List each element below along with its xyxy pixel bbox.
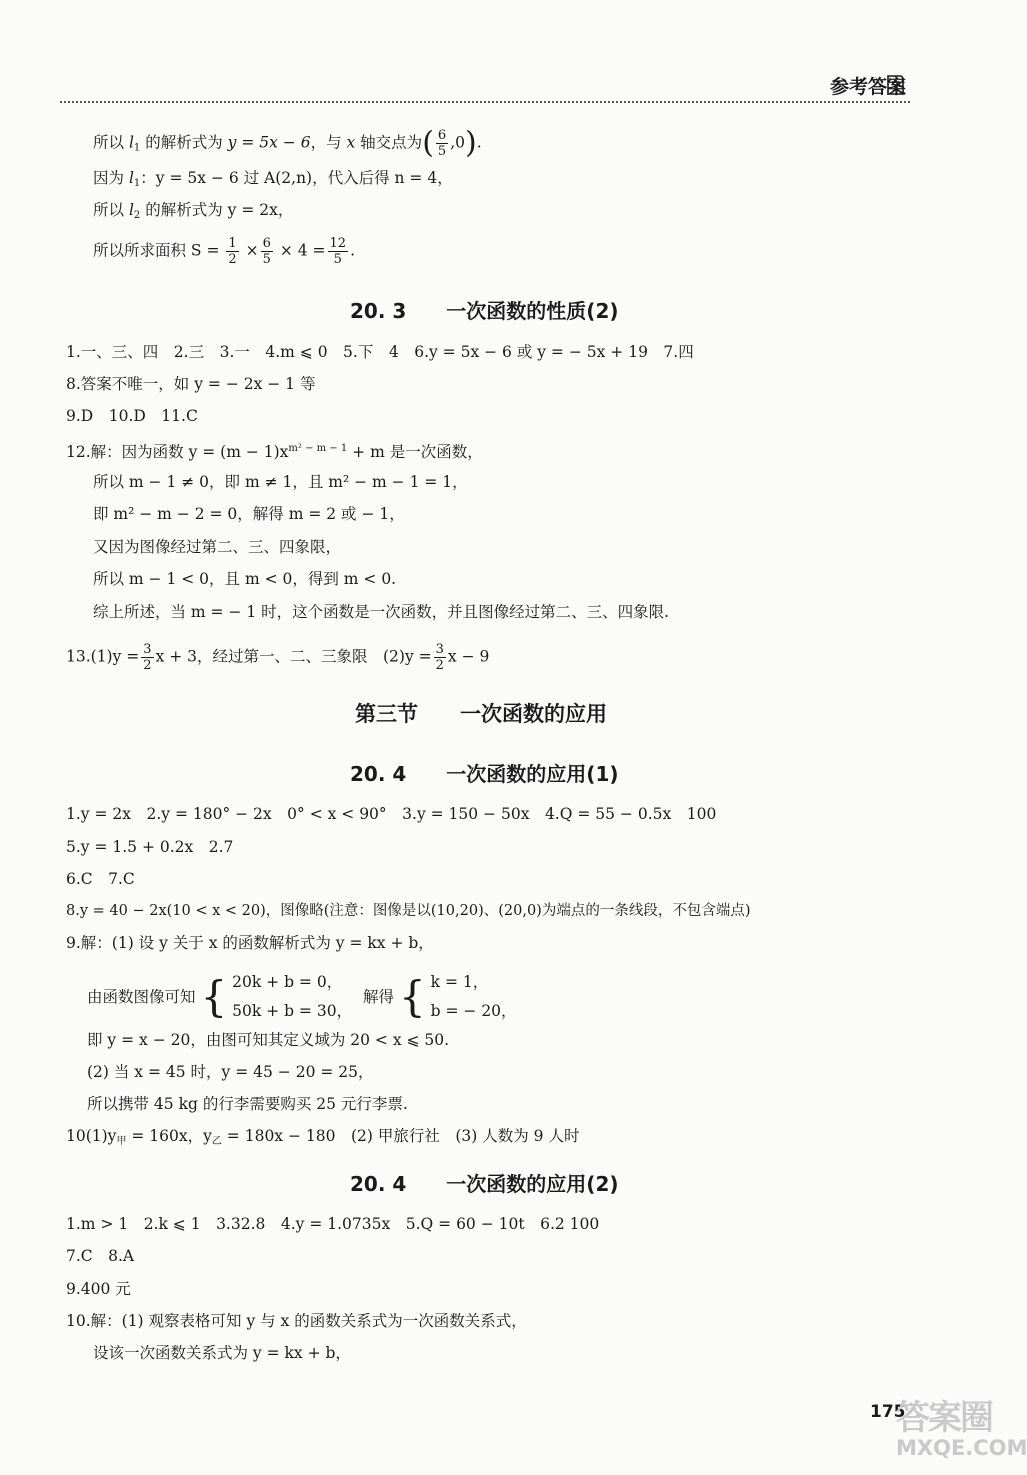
answer-line: 9.解：(1) 设 y 关于 x 的函数解析式为 y = kx + b， <box>66 934 434 952</box>
answer-line: 9.D 10.D 11.C <box>66 407 198 425</box>
answer-line: 10.解：(1) 观察表格可知 y 与 x 的函数关系式为一次函数关系式， <box>66 1312 527 1330</box>
equation-system-line: 由函数图像可知 { 20k + b = 0， 50k + b = 30， 解得 { k = 1， b = − 20， <box>87 972 517 1021</box>
answer-line: 即 m² − m − 2 = 0，解得 m = 2 或 − 1， <box>93 505 405 523</box>
page-number: 175 <box>870 1402 906 1422</box>
answer-line: 1.m > 1 2.k ⩽ 1 3.32.8 4.y = 1.0735x 5.Q = 60 − 10t 6.2 100 <box>66 1215 600 1233</box>
answer-line: 所以携带 45 kg 的行李需要购买 25 元行李票. <box>87 1095 408 1113</box>
answer-line: 8.答案不唯一，如 y = − 2x − 1 等 <box>66 375 316 393</box>
answer-line: 又因为图像经过第二、三、四象限， <box>93 538 342 556</box>
section-title-20-3: 20. 3 一次函数的性质(2) <box>350 299 619 323</box>
answer-line: 综上所述，当 m = − 1 时，这个函数是一次函数，并且图像经过第二、三、四象限. <box>93 603 670 621</box>
book-corner-icon <box>885 74 905 96</box>
answer-line: 所以 m − 1 ≠ 0，即 m ≠ 1，且 m² − m − 1 = 1， <box>93 473 468 491</box>
answer-line: 1.一、三、四 2.三 3.一 4.m ⩽ 0 5.下 4 6.y = 5x − 6 或 y = − 5x + 19 7.四 <box>66 343 694 361</box>
answer-line: 5.y = 1.5 + 0.2x 2.7 <box>66 838 234 856</box>
answer-line: 13.(1)y = $\frac{3}{2}$ x + 3，经过第一、二、三象限 (2)y = $\frac{3}{2}$ x − 9 <box>66 642 490 673</box>
intro-line-3: 所以 $l_2$ 的解析式为 y = 2x， <box>93 201 294 221</box>
answer-line: 即 y = x − 20，由图可知其定义域为 20 < x ⩽ 50. <box>87 1031 450 1049</box>
chapter-section-title: 第三节 一次函数的应用 <box>355 702 607 726</box>
intro-line-1: 所以 $l_1$ 的解析式为 y = 5x − 6，与 x 轴交点为( $\frac{6}{5}$ ,0). <box>93 125 482 161</box>
answer-line: 9.400 元 <box>66 1280 131 1298</box>
section-title-20-4-2: 20. 4 一次函数的应用(2) <box>350 1172 619 1196</box>
answer-line: 7.C 8.A <box>66 1247 135 1265</box>
watermark <box>896 1400 1027 1460</box>
header-label: 参考答案 <box>829 76 906 98</box>
answer-line: 8.y = 40 − 2x(10 < x < 20)，图像略(注意：图像是以(10,20)、(20,0)为端点的一条线段，不包含端点) <box>66 903 751 919</box>
answer-line: 12.解：因为函数 $y = (m - 1)x^{m^2 - m - 1} + m$ 是一次函数， <box>66 443 483 462</box>
intro-line-4: 所以所求面积 S = $\frac{1}{2}$ × $\frac{6}{5}$ × 4 = $\frac{12}{5}$ . <box>93 236 356 267</box>
header-divider <box>60 101 910 103</box>
watermark-url: MXQE.COM <box>896 1436 1027 1460</box>
answer-line: 设该一次函数关系式为 y = kx + b， <box>93 1344 351 1362</box>
answer-line: 6.C 7.C <box>66 870 135 888</box>
intro-line-2: 因为 $l_1$：y = 5x − 6 过 A(2,n)，代入后得 n = 4， <box>93 169 453 189</box>
answer-line: 1.y = 2x 2.y = 180° − 2x 0° < x < 90° 3.y = 150 − 50x 4.Q = 55 − 0.5x 100 <box>66 805 717 823</box>
answer-line: (2) 当 x = 45 时，y = 45 − 20 = 25， <box>87 1063 374 1081</box>
section-title-20-4-1: 20. 4 一次函数的应用(1) <box>350 762 619 786</box>
watermark-logo-text: 答案圈 <box>896 1398 992 1438</box>
answer-line: 所以 m − 1 < 0，且 m < 0，得到 m < 0. <box>93 570 397 588</box>
answer-line: $10(1)y_甲 = 160x$，$y_乙 = 180x - 180$ (2) 甲旅行社 (3) 人数为 9 人时 <box>66 1127 580 1147</box>
